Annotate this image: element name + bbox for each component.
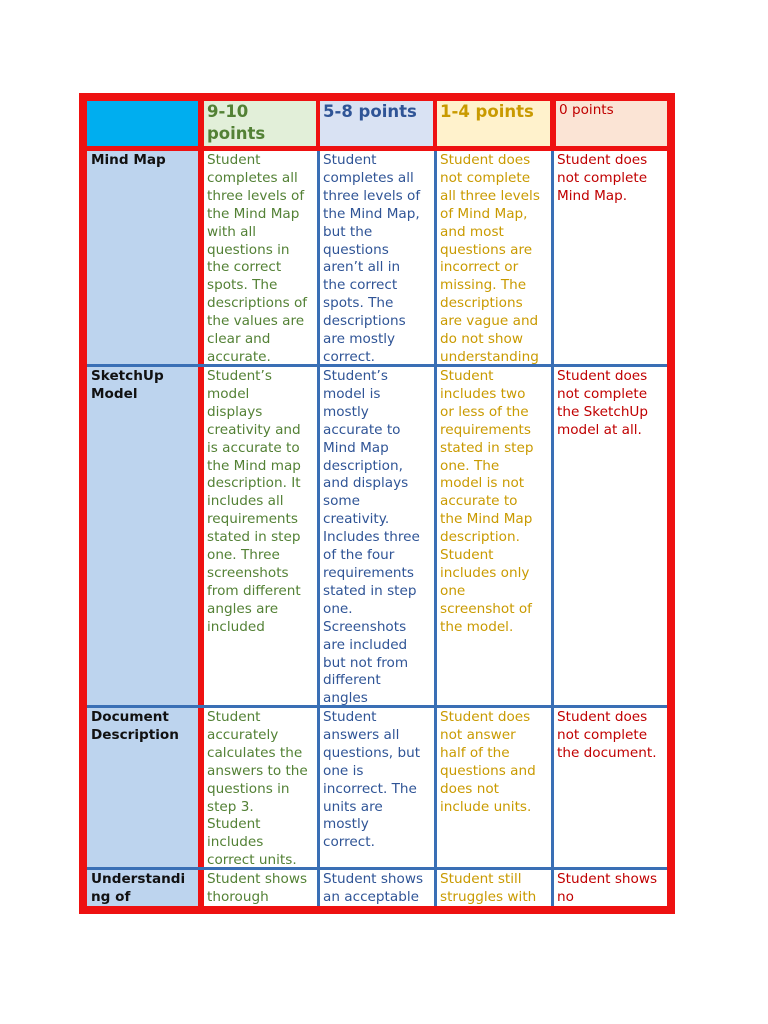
document-5-8-cell: Student answers all questions, but one is incorrect. The units are mostly correct. bbox=[323, 709, 421, 851]
sketchup-1-4-cell: Student includes two or less of the requirements stated in step one. The model is not accurate to the Mind Map description. Student includes only one screenshot of the model. bbox=[440, 368, 534, 635]
understanding-0-cell: Student shows no bbox=[557, 871, 658, 905]
mind-map-1-4-cell: Student does not complete all three levels of Mind Map, and most questions are incorrect or missing. The descriptions are vague and do not show understanding bbox=[440, 152, 540, 364]
header-blank-cell bbox=[87, 101, 198, 146]
understanding-1-4-cell: Student still struggles with bbox=[440, 871, 537, 905]
header-1-4-points: 1-4 points bbox=[437, 101, 550, 146]
understanding-9-10-cell: Student shows thorough bbox=[207, 871, 308, 905]
header-5-8-points: 5-8 points bbox=[320, 101, 433, 146]
sketchup-5-8-cell: Student’s model is mostly accurate to Mind Map description, and displays some creativity. Includes three of the four requirements stated in step one. Screenshots are included but not from different angles bbox=[323, 368, 420, 705]
header-9-10-points: 9-10 points bbox=[204, 101, 316, 146]
row-label-understanding: Understandi ng of bbox=[87, 870, 198, 906]
rubric-table bbox=[79, 93, 675, 914]
document-9-10-cell: Student accurately calculates the answers to the questions in step 3. Student includes correct units. bbox=[207, 709, 308, 867]
understanding-5-8-cell: Student shows an acceptable bbox=[323, 871, 424, 905]
mind-map-5-8-cell: Student completes all three levels of the Mind Map, but the questions aren’t all in the correct spots. The descriptions are mostly correct. bbox=[323, 152, 421, 364]
document-0-cell: Student does not complete the document. bbox=[557, 709, 657, 761]
sketchup-0-cell: Student does not complete the SketchUp model at all. bbox=[557, 368, 649, 438]
document-1-4-cell: Student does not answer half of the questions and does not include units. bbox=[440, 709, 536, 815]
mind-map-0-cell: Student does not complete Mind Map. bbox=[557, 152, 648, 204]
header-0-points: 0 points bbox=[556, 101, 667, 146]
sketchup-9-10-cell: Student’s model displays creativity and is accurate to the Mind map description. It includes all requirements stated in step one. Three screenshots from different angles are included bbox=[207, 368, 301, 635]
row-label-mind-map: Mind Map bbox=[87, 151, 198, 364]
row-label-sketchup-model: SketchUp Model bbox=[87, 367, 198, 705]
mind-map-9-10-cell: Student completes all three levels of the Mind Map with all questions in the correct spots. The descriptions of the values are clear and accurate. bbox=[207, 152, 308, 364]
row-label-document-description: Document Description bbox=[87, 708, 198, 867]
